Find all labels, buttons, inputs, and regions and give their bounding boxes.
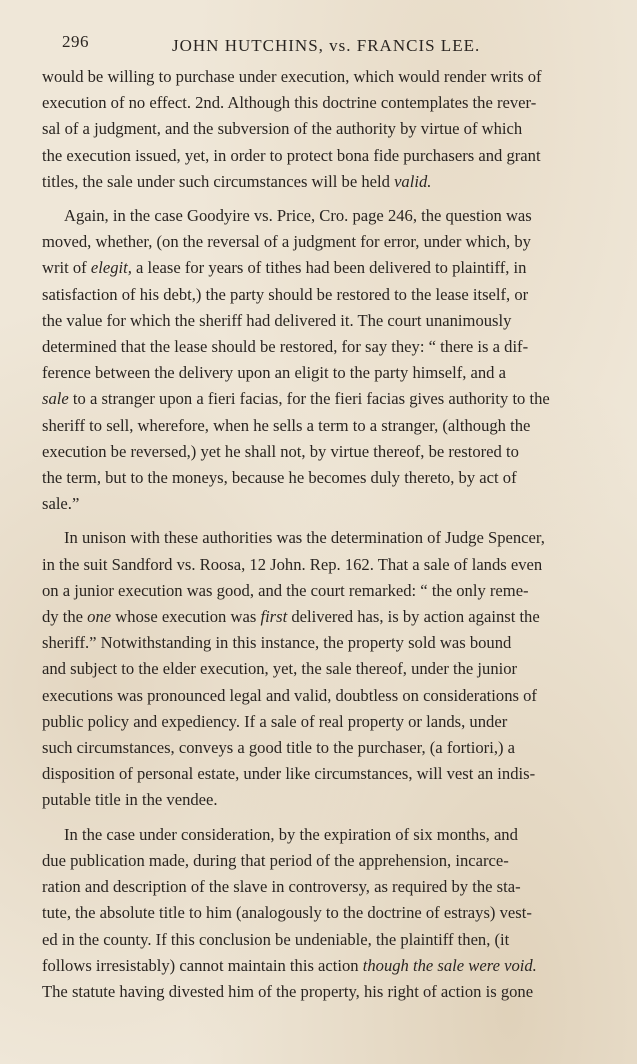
text-line: sale.” <box>42 494 80 514</box>
text-line: the term, but to the moneys, because he becomes duly thereto, by act of <box>42 468 517 488</box>
text-line: sheriff to sell, wherefore, when he sells a term to a stranger, (although the <box>42 415 531 435</box>
paragraph-2 <box>42 203 607 517</box>
text-line: execution be reversed,) yet he shall not, by virtue thereof, be restored to <box>42 441 519 461</box>
text-line: such circumstances, conveys a good title to the purchaser, (a fortiori,) a <box>42 738 516 758</box>
text-line: ration and description of the slave in controversy, as required by the sta- <box>42 877 521 897</box>
text-line: dy the one whose execution was first delivered has, is by action against the <box>42 607 540 627</box>
text-line: writ of elegit, a lease for years of tithes had been delivered to plaintiff, in <box>42 258 527 278</box>
text-line: In the case under consideration, by the expiration of six months, and <box>64 824 518 844</box>
text-line: sal of a judgment, and the subversion of the authority by virtue of which <box>42 119 523 139</box>
paragraph-4 <box>42 822 607 1005</box>
text-line: the execution issued, yet, in order to protect bona fide purchasers and grant <box>42 145 541 165</box>
text-line: sheriff.” Notwithstanding in this instance, the property sold was bound <box>42 633 512 653</box>
text-line: The statute having divested him of the property, his right of action is gone <box>42 981 534 1001</box>
paragraph-1 <box>42 64 607 195</box>
text-line: putable title in the vendee. <box>42 790 218 810</box>
text-line: tute, the absolute title to him (analogously to the doctrine of estrays) vest- <box>42 903 532 923</box>
text-line: the value for which the sheriff had delivered it. The court unanimously <box>42 310 512 330</box>
page-number: 296 <box>62 32 89 51</box>
running-head <box>42 30 607 64</box>
text-line: ference between the delivery upon an eligit to the party himself, and a <box>42 363 506 383</box>
text-line: disposition of personal estate, under like circumstances, will vest an indis- <box>42 764 536 784</box>
text-line: due publication made, during that period of the apprehension, incarce- <box>42 850 509 870</box>
text-line: sale to a stranger upon a fieri facias, for the fieri facias gives authority to the <box>42 389 550 409</box>
paragraph-3 <box>42 525 607 813</box>
text-line: public policy and expediency. If a sale of real property or lands, under <box>42 711 508 731</box>
text-line: and subject to the elder execution, yet, the sale thereof, under the junior <box>42 659 518 679</box>
text-line: follows irresistably) cannot maintain this action though the sale were void. <box>42 955 537 975</box>
text-line: would be willing to purchase under execution, which would render writs of <box>42 67 542 86</box>
text-line: on a junior execution was good, and the court remarked: “ the only reme- <box>42 580 529 600</box>
running-title: JOHN HUTCHINS, vs. FRANCIS LEE. <box>172 36 481 55</box>
text-line: In unison with these authorities was the determination of Judge Spencer, <box>64 528 545 548</box>
text-line: execution of no effect. 2nd. Although this doctrine contemplates the rever- <box>42 93 537 113</box>
text-line: determined that the lease should be restored, for say they: “ there is a dif- <box>42 337 529 357</box>
text-line: ed in the county. If this conclusion be undeniable, the plaintiff then, (it <box>42 929 510 949</box>
text-line: in the suit Sandford vs. Roosa, 12 John. Rep. 162. That a sale of lands even <box>42 554 543 574</box>
text-line: moved, whether, (on the reversal of a judgment for error, under which, by <box>42 232 531 252</box>
text-line: Again, in the case Goodyire vs. Price, Cro. page 246, the question was <box>64 206 532 226</box>
text-line: satisfaction of his debt,) the party should be restored to the lease itself, or <box>42 284 529 304</box>
text-line: titles, the sale under such circumstances will be held valid. <box>42 171 432 191</box>
text-line: executions was pronounced legal and valid, doubtless on considerations of <box>42 685 537 705</box>
